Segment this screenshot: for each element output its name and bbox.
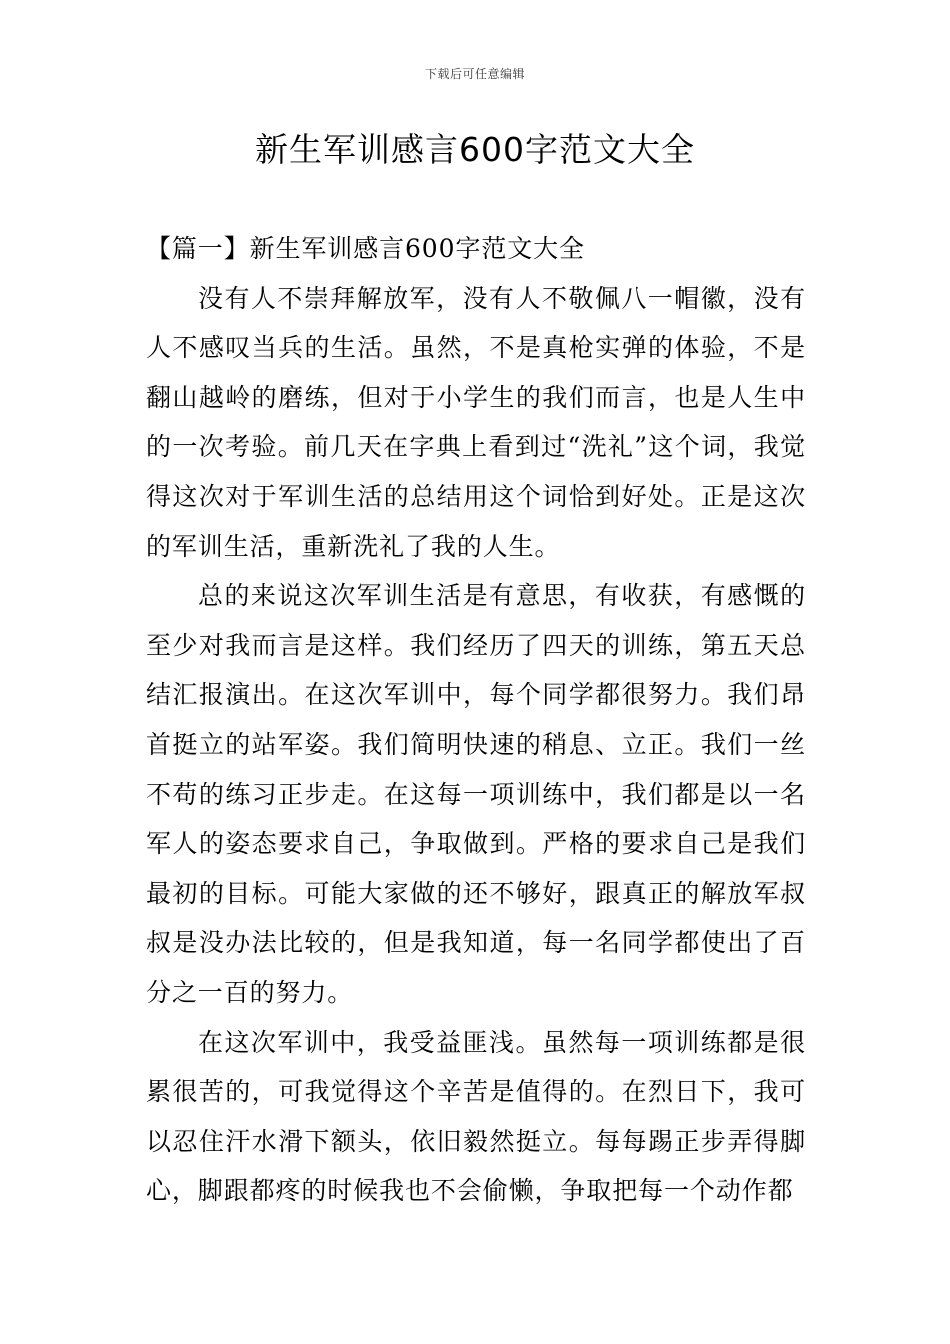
document-title: 新生军训感言600字范文大全 (255, 130, 695, 169)
header-note: 下载后可任意编辑 (424, 67, 525, 81)
paragraph-1: 没有人不崇拜解放军，没有人不敬佩八一帽徽，没有人不感叹当兵的生活。虽然，不是真枪实弹的体验，不是翻山越岭的磨练，但对于小学生的我们而言，也是人生中的一次考验。前几天在字典上看到过“洗礼”这个词，我觉得这次对于军训生活的总结用这个词恰到好处。正是这次的军训生活，重新洗礼了我的人生。 (146, 283, 806, 561)
section-heading: 【篇一】新生军训感言600字范文大全 (146, 234, 585, 263)
paragraph-2: 总的来说这次军训生活是有意思，有收获，有感慨的至少对我而言是这样。我们经历了四天的训练，第五天总结汇报演出。在这次军训中，每个同学都很努力。我们昂首挺立的站军姿。我们简明快速的稍息、立正。我们一丝不苟的练习正步走。在这每一项训练中，我们都是以一名军人的姿态要求自己，争取做到。严格的要求自己是我们最初的目标。可能大家做的还不够好，跟真正的解放军叔叔是没办法比较的，但是我知道，每一名同学都使出了百分之一百的努力。 (146, 581, 806, 1007)
paragraph-3: 在这次军训中，我受益匪浅。虽然每一项训练都是很累很苦的，可我觉得这个辛苦是值得的。在烈日下，我可以忍住汗水滑下额头，依旧毅然挺立。每每踢正步弄得脚心，脚跟都疼的时候我也不会偷懒，争取把每一个动作都 (146, 1027, 806, 1206)
document-body (146, 224, 806, 1216)
